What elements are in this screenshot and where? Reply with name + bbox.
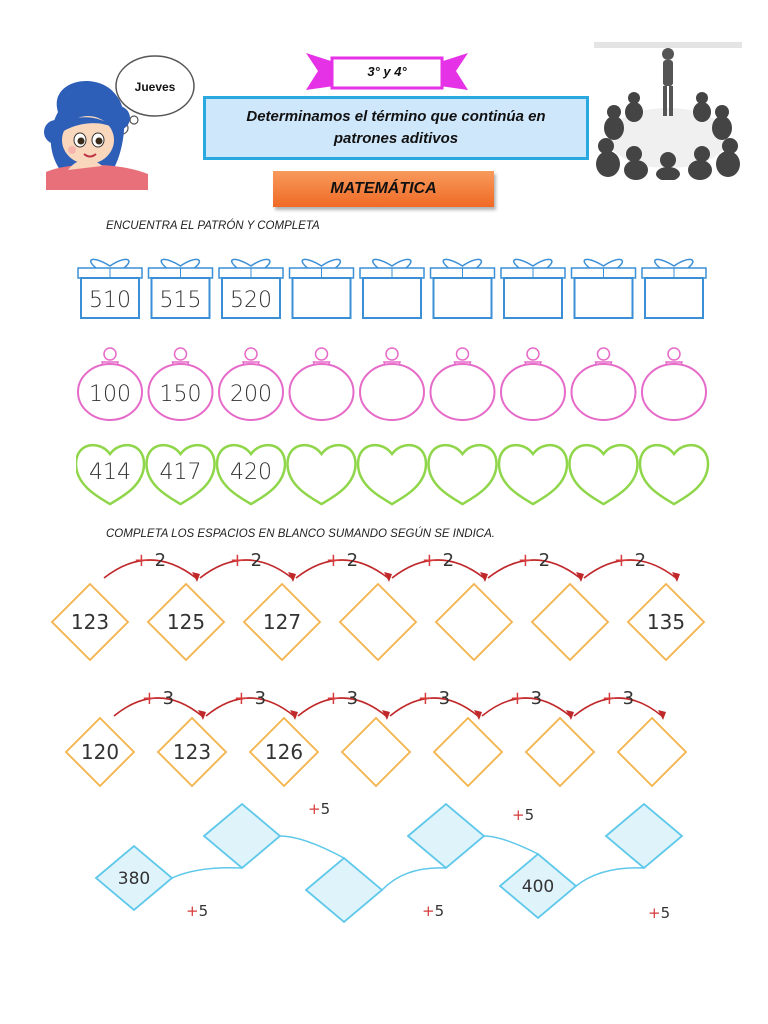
ornament-cell [431, 348, 495, 420]
step-label: + 3 [601, 688, 635, 709]
diamond-cell[interactable] [204, 804, 280, 868]
classroom-photo [594, 42, 742, 180]
gift-cell [501, 259, 565, 318]
diamond-cell [52, 584, 128, 660]
diamond-value: 123 [172, 740, 212, 765]
ornament-cell [78, 348, 142, 420]
pattern-row-hearts [76, 440, 716, 506]
heart-cell [358, 445, 426, 504]
step-label: + 2 [517, 550, 551, 571]
ornament-cell [149, 348, 213, 420]
cell-value: 200 [230, 382, 272, 407]
sum-row-plus2 [50, 548, 730, 668]
pattern-row-gifts [76, 256, 716, 320]
instruction-find-pattern: ENCUENTRA EL PATRÓN Y COMPLETA [106, 220, 320, 232]
cell-value: 420 [230, 460, 272, 485]
ornament-cell [360, 348, 424, 420]
day-label: Jueves [134, 80, 176, 94]
step-label: + 2 [421, 550, 455, 571]
diamond-cell[interactable] [436, 584, 512, 660]
girl-illustration [38, 40, 208, 190]
diamond-value: 127 [262, 610, 302, 635]
pattern-row-ornaments [76, 346, 716, 426]
cell-value: 414 [89, 460, 131, 485]
diamond-cell[interactable] [340, 584, 416, 660]
diamond-value: 126 [264, 740, 304, 765]
step-label: + 3 [417, 688, 451, 709]
diamond-cell [500, 854, 576, 918]
diamond-cell [244, 584, 320, 660]
ornament-cell [219, 348, 283, 420]
cell-value: 515 [159, 288, 202, 313]
diamond-cell[interactable] [618, 718, 686, 786]
heart-cell [640, 445, 708, 504]
step-label: + 2 [229, 550, 263, 571]
gift-cell [290, 259, 354, 318]
cell-value: 100 [89, 382, 131, 407]
diamond-cell [250, 718, 318, 786]
ornament-cell [501, 348, 565, 420]
instruction-complete-sums: COMPLETA LOS ESPACIOS EN BLANCO SUMANDO SEGÚN SE INDICA. [106, 528, 495, 540]
diamond-cell [96, 846, 172, 910]
heart-cell [217, 445, 285, 504]
step-label: + 2 [613, 550, 647, 571]
arrow-arc [576, 868, 644, 886]
gift-cell [78, 259, 142, 318]
diamond-value: 135 [646, 610, 686, 635]
lesson-title-line2: patrones aditivos [333, 130, 459, 147]
arrow-head [290, 710, 298, 720]
diamond-cell[interactable] [606, 804, 682, 868]
gift-cell [431, 259, 495, 318]
lesson-title [203, 96, 589, 160]
arrow-head [474, 710, 482, 720]
step-label: +5 [648, 904, 671, 922]
step-label: + 2 [325, 550, 359, 571]
cell-value: 510 [89, 288, 131, 313]
diamond-cell[interactable] [526, 718, 594, 786]
cell-value: 417 [159, 460, 202, 485]
heart-cell [499, 445, 567, 504]
arrow-head [566, 710, 574, 720]
heart-cell [570, 445, 638, 504]
step-label: +5 [186, 902, 209, 920]
step-label: +5 [422, 902, 445, 920]
diamond-cell[interactable] [342, 718, 410, 786]
step-label: + 3 [141, 688, 175, 709]
diamond-cell[interactable] [532, 584, 608, 660]
heart-cell [288, 445, 356, 504]
step-label: + 3 [509, 688, 543, 709]
diamond-value: 120 [80, 740, 120, 765]
gift-cell [360, 259, 424, 318]
step-label: + 3 [233, 688, 267, 709]
sum-row-plus5 [90, 796, 710, 936]
diamond-cell [66, 718, 134, 786]
ornament-cell [290, 348, 354, 420]
arrow-head [480, 572, 488, 582]
diamond-value: 125 [166, 610, 206, 635]
diamond-value: 400 [521, 877, 555, 898]
step-label: + 3 [325, 688, 359, 709]
arrow-head [192, 572, 200, 582]
arrow-head [382, 710, 390, 720]
diamond-cell [628, 584, 704, 660]
heart-cell [429, 445, 497, 504]
diamond-cell [158, 718, 226, 786]
sum-row-plus3 [60, 686, 740, 796]
step-label: +5 [512, 806, 535, 824]
grade-label: 3° y 4° [367, 64, 407, 79]
diamond-cell[interactable] [434, 718, 502, 786]
heart-cell [76, 445, 144, 504]
arrow-head [576, 572, 584, 582]
arrow-arc [172, 868, 242, 878]
arrow-arc [484, 836, 538, 854]
heart-cell [147, 445, 215, 504]
arrow-head [198, 710, 206, 720]
diamond-value: 123 [70, 610, 110, 635]
arrow-arc [280, 836, 344, 858]
lesson-title-line1: Determinamos el término que continúa en [246, 108, 546, 125]
arrow-head [672, 572, 680, 582]
diamond-value: 380 [117, 869, 151, 890]
step-label: +5 [308, 800, 331, 818]
gift-cell [642, 259, 706, 318]
ornament-cell [572, 348, 636, 420]
cell-value: 150 [159, 382, 202, 407]
arrow-head [288, 572, 296, 582]
diamond-cell[interactable] [306, 858, 382, 922]
diamond-cell[interactable] [408, 804, 484, 868]
ornament-cell [642, 348, 706, 420]
diamond-cell [148, 584, 224, 660]
arrow-head [658, 710, 666, 720]
gift-cell [149, 259, 213, 318]
gift-cell [572, 259, 636, 318]
gift-cell [219, 259, 283, 318]
arrow-head [384, 572, 392, 582]
subject-banner: MATEMÁTICA [273, 171, 494, 207]
cell-value: 520 [230, 288, 272, 313]
step-label: + 2 [133, 550, 167, 571]
arrow-arc [382, 868, 446, 890]
